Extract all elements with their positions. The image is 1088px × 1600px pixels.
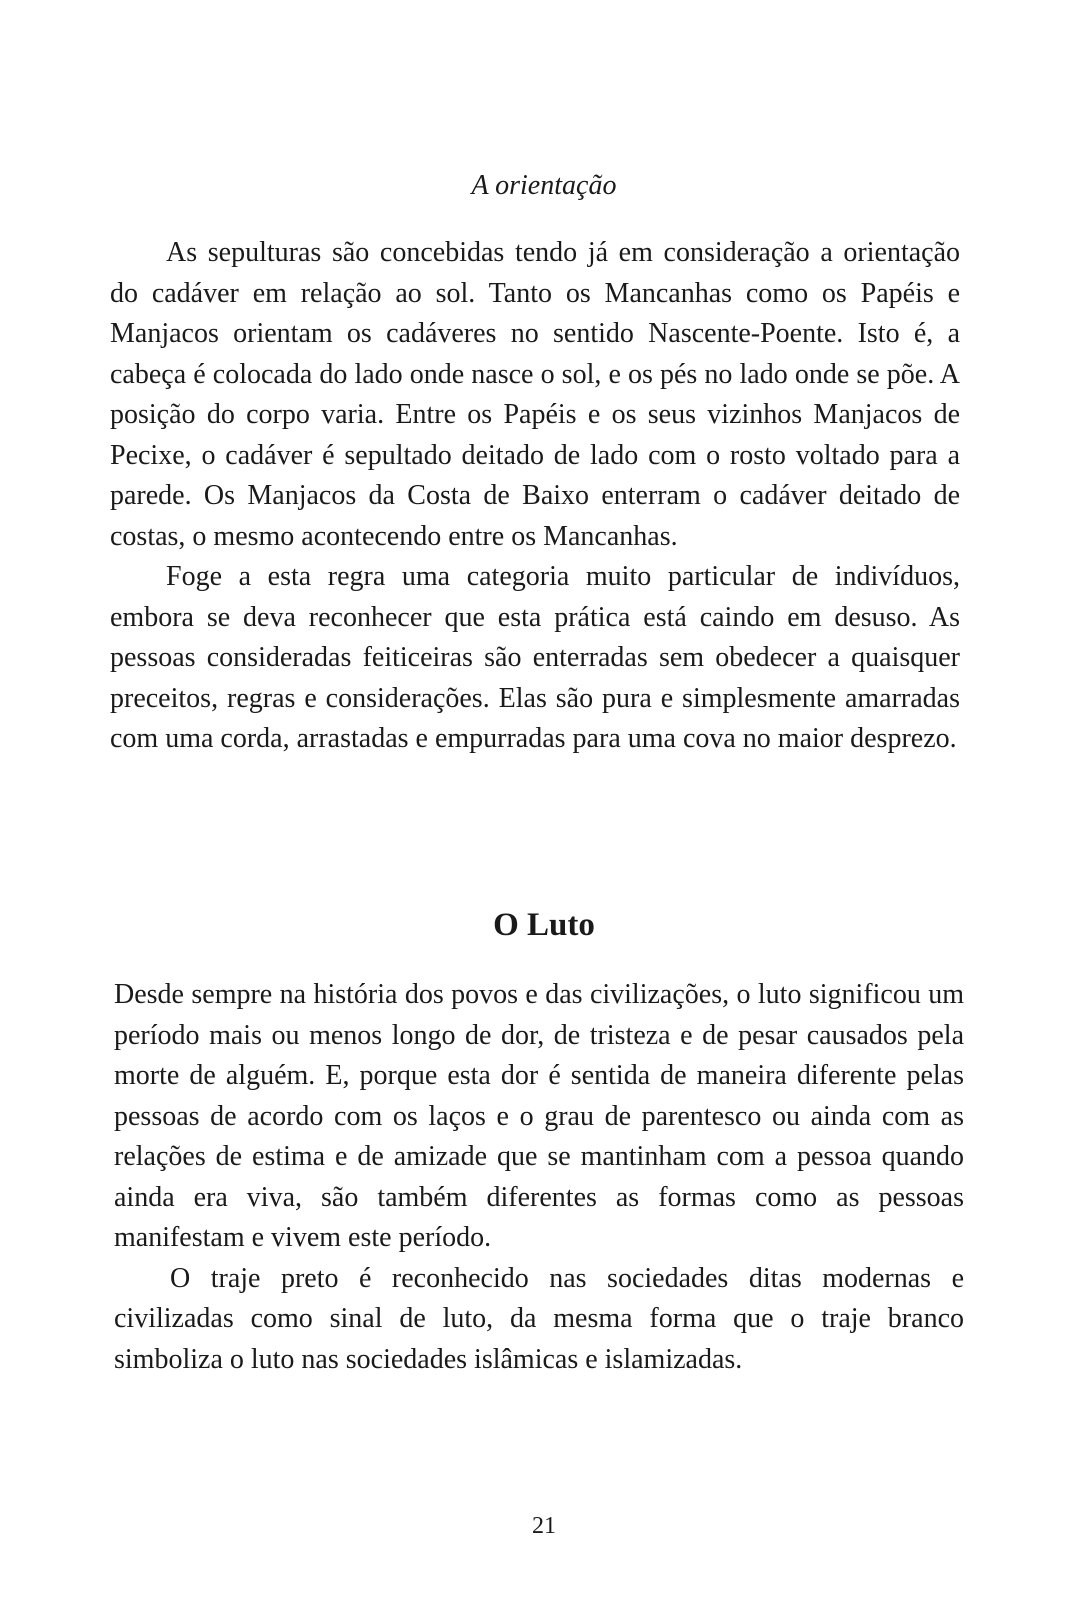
paragraph: Desde sempre na história dos povos e das civilizações, o luto significou um período mais ou menos longo de dor, de tristeza e de pesar causados pela morte de alguém. E, porque esta dor é sentida de maneira diferente pelas pessoas de acordo com os laços e o grau de parentesco ou ainda com as relações de estima e de amizade que se mantinham com a pessoa quando ainda era viva, são também diferentes as formas como as pessoas manifestam e vivem este período. [114,979,964,1253]
paragraph: As sepulturas são concebidas tendo já em consideração a orientação do cadáver em relação ao sol. Tanto os Mancanhas como os Papéis e Manjacos orientam os cadáveres no sentido Nascente-Poente. Isto é, a cabeça é colocada do lado onde nasce o sol, e os pés no lado onde se põe. A posição do corpo varia. Entre os Papéis e os seus vizinhos Manjacos de Pecixe, o cadáver é sepultado deitado de lado com o rosto voltado para a parede. Os Manjacos da Costa de Baixo enterram o cadáver deitado de costas, o mesmo acontecendo entre os Mancanhas. [110,237,960,552]
section-body [110,233,960,760]
paragraph: Foge a esta regra uma categoria muito particular de indivíduos, embora se deva reconhecer que esta prática está caindo em desuso. As pessoas consideradas feiticeiras são enterradas sem obedecer a quaisquer preceitos, regras e considerações. Elas são pura e simplesmente amarradas com uma corda, arrastadas e empurradas para uma cova no maior desprezo. [110,561,960,754]
page-number: 21 [532,1513,556,1539]
chapter-body [114,975,964,1380]
chapter-heading: O Luto [493,907,595,943]
section-subheading: A orientação [471,170,617,201]
paragraph: O traje preto é reconhecido nas sociedades ditas modernas e civilizadas como sinal de luto, da mesma forma que o traje branco simboliza o luto nas sociedades islâmicas e islamizadas. [114,1262,964,1375]
